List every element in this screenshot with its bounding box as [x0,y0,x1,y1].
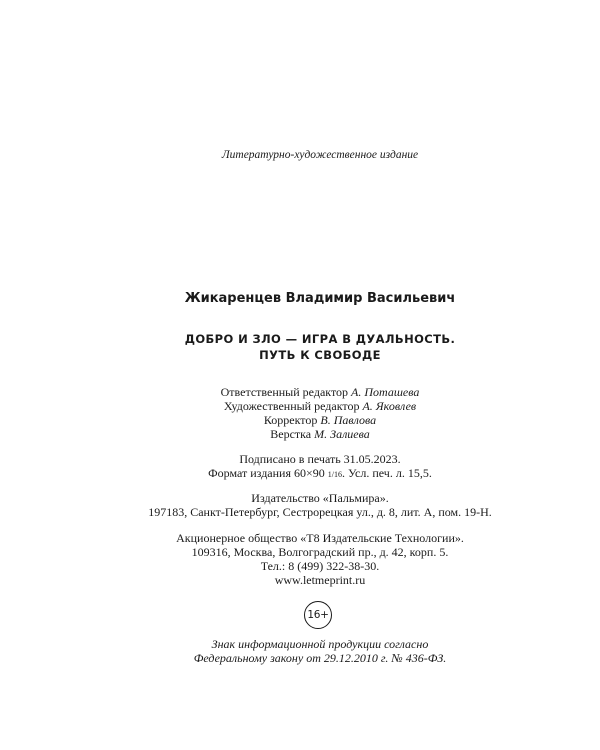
printer-name: Акционерное общество «Т8 Издательские Технологии». [176,531,464,545]
book-title-line-1: ДОБРО И ЗЛО — ИГРА В ДУАЛЬНОСТЬ. [184,332,456,346]
credit-line [40,385,600,400]
printer-address: 109316, Москва, Волгоградский пр., д. 42, корп. 5. [191,545,449,559]
credit-person: В. Павлова [320,413,377,427]
credit-person: А. Яковлев [362,399,417,413]
credit-role: Ответственный редактор [220,385,349,399]
book-title-line-2: ПУТЬ К СВОБОДЕ [259,348,381,362]
printer-website: www.letmeprint.ru [274,573,366,587]
credit-person: А. Поташева [351,385,420,399]
printer-phone: Тел.: 8 (499) 322-38-30. [260,559,380,573]
print-signed-date: Подписано в печать 31.05.2023. [239,452,401,466]
print-format [40,466,600,482]
credit-line [40,399,600,414]
edition-type: Литературно-художественное издание [221,149,419,161]
credit-role: Верстка [270,427,312,441]
credit-line [40,427,600,442]
credit-person: М. Залиева [314,427,370,441]
author-name: Жикаренцев Владимир Васильевич [184,291,456,306]
format-fraction: 1/16 [327,470,342,479]
publisher-name: Издательство «Пальмира». [251,491,389,505]
age-rating-badge: 16+ [304,601,332,629]
notice-line-2: Федеральному закону от 29.12.2010 г. № 436-ФЗ. [193,651,447,665]
notice-line-1: Знак информационной продукции согласно [211,637,429,651]
credit-role: Художественный редактор [223,399,360,413]
publisher-address: 197183, Санкт-Петербург, Сестрорецкая ул., д. 8, лит. А, пом. 19-Н. [148,505,492,519]
credit-line [40,413,600,428]
format-prefix: Формат издания 60×90 [208,466,328,480]
format-suffix: . Усл. печ. л. 15,5. [341,466,432,480]
credit-role: Корректор [263,413,318,427]
